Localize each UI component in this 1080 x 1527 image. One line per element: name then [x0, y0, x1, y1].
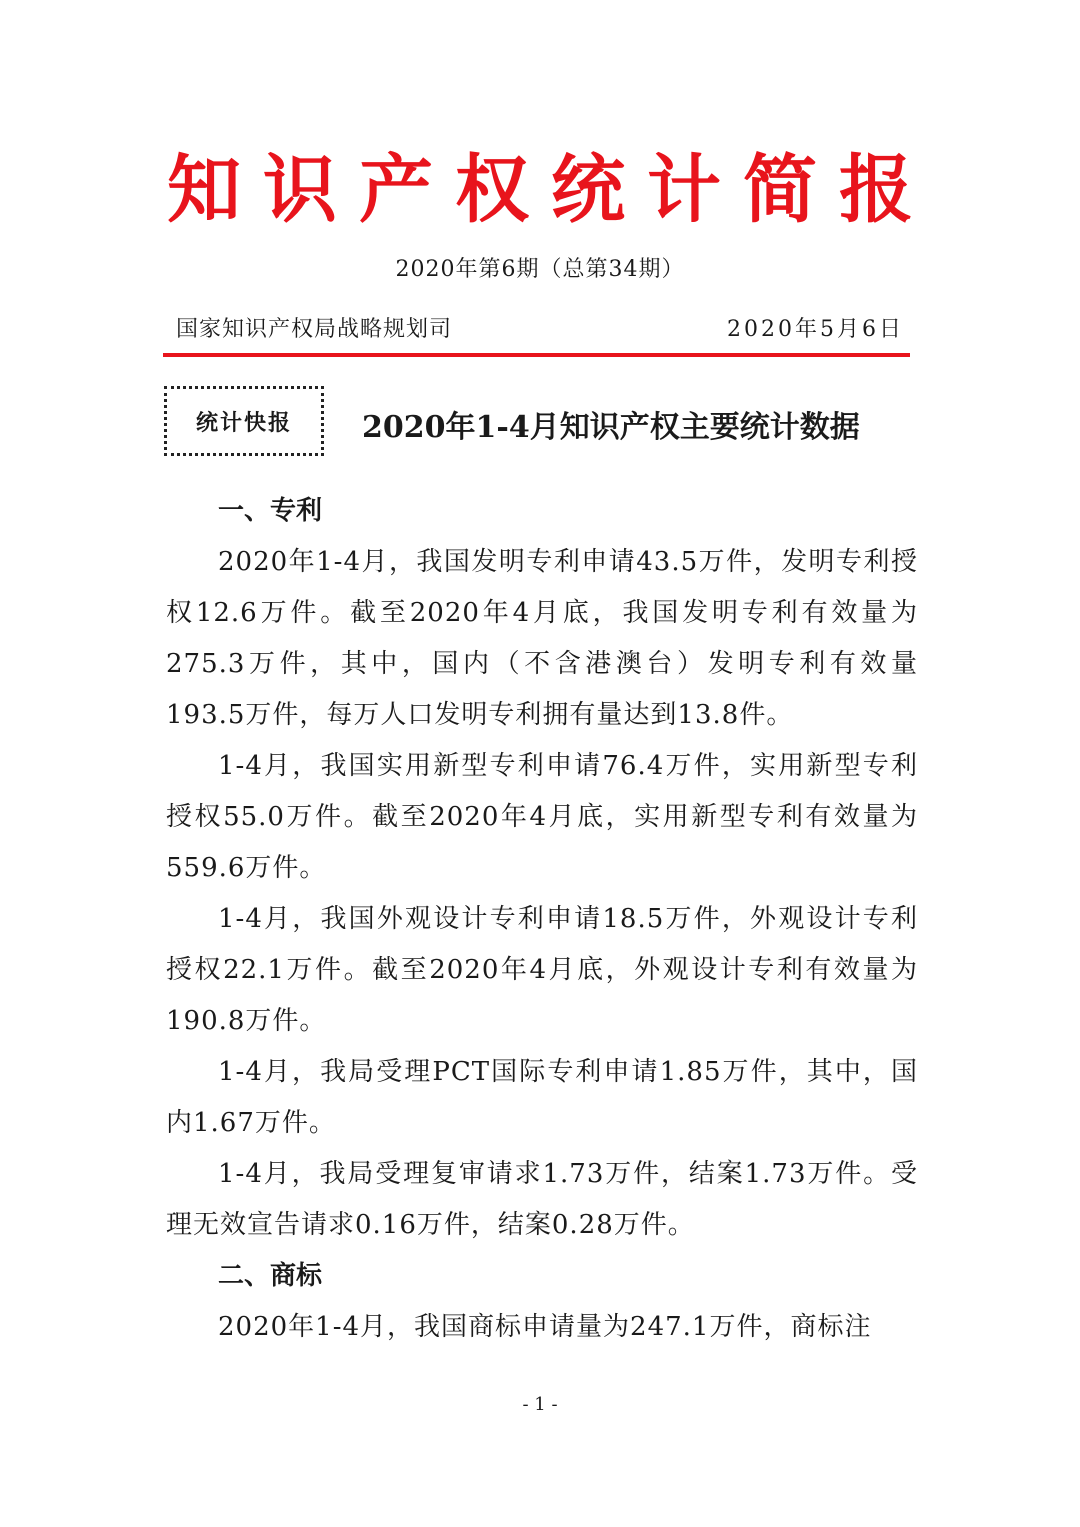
paragraph: 1-4月，我局受理PCT国际专利申请1.85万件，其中，国内1.67万件。: [166, 1057, 918, 1138]
report-tag-box: [164, 386, 324, 456]
paragraph: 1-4月，我国外观设计专利申请18.5万件，外观设计专利授权22.1万件。截至2020年4月底，外观设计专利有效量为190.8万件。: [166, 904, 918, 1036]
issue-number: 2020年第6期（总第34期）: [395, 257, 685, 282]
issuing-organization: 国家知识产权局战略规划司: [176, 317, 453, 342]
paragraph: 2020年1-4月，我国发明专利申请43.5万件，发明专利授权12.6万件。截至2020年4月底，我国发明专利有效量为275.3万件，其中，国内（不含港澳台）发明专利有效量193.5万件，每万人口发明专利拥有量达到13.8件。: [166, 547, 918, 730]
issue-date: 2020年5月6日: [727, 317, 904, 342]
section-heading-trademark: 二、商标: [218, 1261, 323, 1291]
masthead-title: 知识产权统计简报: [167, 147, 935, 233]
section-heading-patent: 一、专利: [218, 496, 323, 526]
report-tag-label: 统计快报: [195, 409, 292, 436]
report-title: 2020年1-4月知识产权主要统计数据: [362, 410, 860, 445]
red-divider: [163, 353, 910, 357]
page-number: - 1 -: [522, 1394, 558, 1415]
paragraph: 2020年1-4月，我国商标申请量为247.1万件，商标注: [218, 1312, 872, 1342]
paragraph: 1-4月，我局受理复审请求1.73万件，结案1.73万件。受理无效宣告请求0.16万件，结案0.28万件。: [166, 1159, 918, 1240]
document-body: [166, 486, 918, 1353]
paragraph: 1-4月，我国实用新型专利申请76.4万件，实用新型专利授权55.0万件。截至2020年4月底，实用新型专利有效量为559.6万件。: [166, 751, 918, 883]
